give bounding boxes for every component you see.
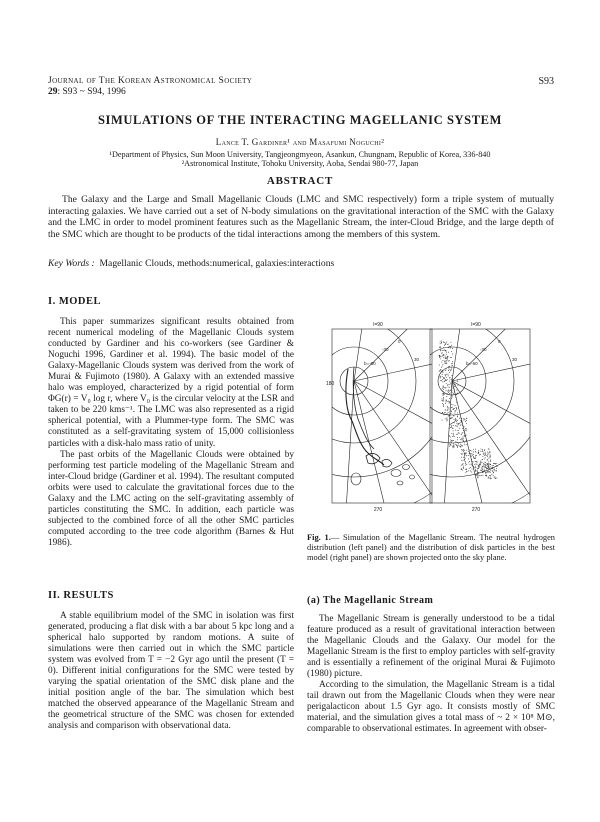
figure-caption: [307, 533, 555, 563]
right-ring-label: -30: [480, 347, 487, 352]
page-number: S93: [538, 76, 554, 87]
right-ring-label: 30: [512, 357, 518, 362]
figure-caption-text: — Simulation of the Magellanic Stream. The neutral hydrogen distribution (left panel) and the distribution of disk particles in the best model (right panel) are shown projected onto the sky plane.: [307, 533, 555, 562]
section-results-body: [48, 611, 294, 733]
subsection-stream-body: [307, 614, 555, 736]
left-ring-label: 0: [398, 339, 401, 344]
right-panel: [326, 321, 546, 517]
journal-name: Journal of The Korean Astronomical Society: [48, 76, 253, 86]
abstract-heading: ABSTRACT: [266, 175, 334, 187]
left-ring-label: 30: [414, 357, 420, 362]
volume-number: 29: [48, 87, 58, 97]
left-ring-label: b=-60: [364, 361, 376, 366]
section-heading-model: I. MODEL: [48, 296, 102, 307]
left-panel: [326, 321, 490, 517]
right-top-label: l=90: [471, 322, 481, 328]
left-top-label: l=90: [373, 322, 383, 328]
paragraph: A stable equilibrium model of the SMC in isolation was first generated, producing a flat disk with a bar about 5 kpc long and a spherical halo supported by random motions. A suite of simulations were then carried out in which the SMC particle system was evolved from T = −2 Gyr ago until the present (T = 0). Different initial configurations for the SMC were tested by varying the spatial orientation of the SMC disk plane and the initial position angle of the bar. The simulation which best matched the observed appearance of the Magellanic Stream and the geometrical structure of the SMC was chosen for extended analysis and comparison with observational data.: [48, 611, 294, 732]
subsection-heading-stream: (a) The Magellanic Stream: [307, 595, 434, 606]
affiliation-2: ²Astronomical Institute, Tohoku University, Aoba, Sendai 980-77, Japan: [181, 159, 419, 168]
paragraph: This paper summarizes significant results obtained from recent numerical modeling of the Magellanic Clouds system conducted by Gardiner and his co-workers (see Gardiner & Noguchi 1996, Gardiner et al. 1994). The basic model of the Galaxy-Magellanic Clouds system was derived from the work of Murai & Fujimoto (1980). A Galaxy with an extended massive halo was employed, characterized by a rigid potential of form ΦG(r) = V₀ log r, where V₀ is the circular velocity at the LSR and taken to be 220 kms⁻¹. The LMC was also represented as a rigid spherical potential, with a Plummer-type form. The SMC was constituted as a self-gravitating system of 15,000 collisionless particles with a disk-halo mass ratio of unity.: [48, 317, 294, 449]
figure-caption-label: Fig. 1.: [307, 533, 331, 542]
left-side-label: 180: [326, 381, 335, 387]
left-ring-label: -30: [382, 347, 389, 352]
paragraph: The Magellanic Stream is generally understood to be a tidal feature produced as a result of gravitational interaction between the Magellanic Clouds and the Galaxy. Our model for the Magellanic Stream is the first to employ particles with self-gravity and is essentially a refinement of the original Murai & Fujimoto (1980) picture.: [307, 614, 555, 680]
volume-info: [48, 87, 126, 97]
keywords-line: [48, 258, 334, 269]
keywords-list: Magellanic Clouds, methods:numerical, galaxies:interactions: [99, 258, 335, 269]
paragraph: According to the simulation, the Magellanic Stream is a tidal tail drawn out from the Magellanic Clouds when they were near perigalacticon about 1.5 Gyr ago. It consists mostly of SMC material, and the simulation gives a total mass of ~ 2 × 10⁸ M⊙, comparable to observational estimates. In agreement with obser-: [307, 680, 555, 735]
right-bottom-label: 270: [471, 507, 481, 513]
paper-authors: Lance T. Gardiner¹ and Masafumi Noguchi²: [215, 137, 385, 147]
figure-1: [326, 321, 546, 521]
right-ring-label: b=-60: [466, 361, 478, 366]
volume-pages: : S93 ~ S94, 1996: [57, 87, 126, 97]
right-ring-label: 0: [498, 339, 501, 344]
left-bottom-label: 270: [373, 507, 383, 513]
paper-title: SIMULATIONS OF THE INTERACTING MAGELLANIC SYSTEM: [98, 113, 502, 127]
paragraph: The past orbits of the Magellanic Clouds were obtained by performing test particle modeling of the Magellanic Stream and inter-Cloud bridge (Gardiner et al. 1994). The resultant computed orbits were used to calculate the gravitational forces due to the Galaxy and the LMC acting on the self-gravitating assembly of particles constituting the SMC. In addition, each particle was subjected to the combined force of all the other SMC particles computed according to the tree code algorithm (Barnes & Hut 1986).: [48, 449, 294, 548]
abstract-text: The Galaxy and the Large and Small Magellanic Clouds (LMC and SMC respectively) form a triple system of mutually interacting galaxies. We have carried out a set of N-body simulations on the gravitational interaction of the SMC with the Galaxy and the LMC in order to model prominent features such as the Magellanic Stream, the inter-Cloud Bridge, and the large depth of the SMC which are thought to be products of the tidal interactions among the members of this system.: [48, 194, 554, 240]
affiliation-1: ¹Department of Physics, Sun Moon University, Tangjeongmyeon, Asankun, Chungnam, Republic of Korea, 336-840: [109, 150, 491, 159]
section-model-body: [48, 317, 294, 549]
keywords-label: Key Words :: [48, 258, 95, 269]
section-heading-results: II. RESULTS: [48, 590, 114, 601]
figure-1-svg: [326, 321, 546, 521]
